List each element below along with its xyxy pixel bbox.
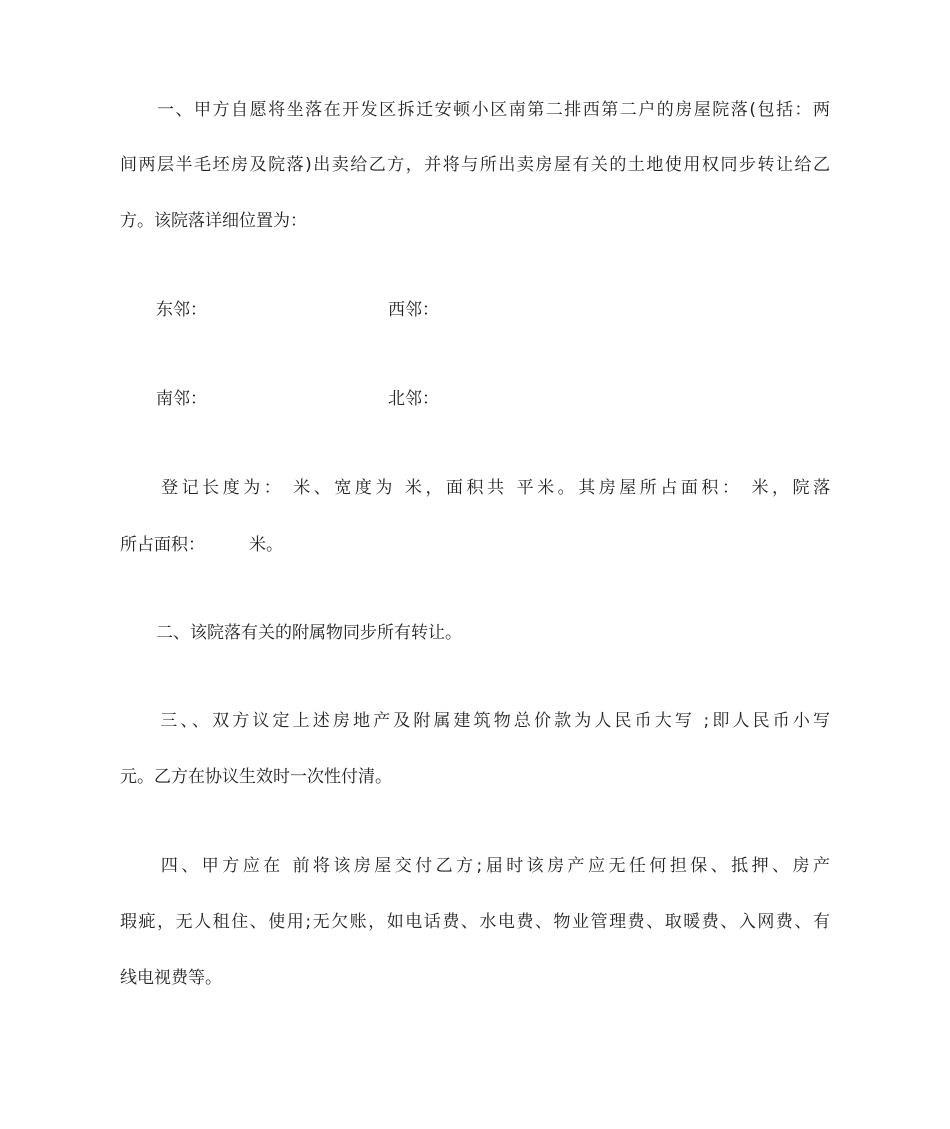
registration-line1 — [120, 476, 830, 500]
east-neighbor-label: 东邻： — [156, 300, 207, 320]
north-neighbor-label: 北邻： — [388, 389, 439, 409]
registration-yard-label: 米，院落 — [751, 478, 831, 498]
registration-house-area-label: 平米。其房屋所占面积： — [516, 478, 743, 498]
yard-area-unit: 米。 — [249, 535, 283, 555]
registration-line2 — [120, 533, 283, 557]
clause1-line3: 方。该院落详细位置为： — [120, 211, 307, 231]
west-neighbor-label: 西邻： — [388, 300, 439, 320]
clause1-line2: 间两层半毛坯房及院落)出卖给乙方，并将与所出卖房屋有关的土地使用权同步转让给乙 — [120, 155, 830, 175]
south-neighbor-label: 南邻： — [156, 389, 207, 409]
clause4-line3: 线电视费等。 — [120, 968, 222, 988]
clause4-delivery-text: 前将该房屋交付乙方;届时该房产应无任何担保、抵押、房产 — [292, 856, 830, 876]
clause4-date-label: 四、甲方应在 — [120, 856, 284, 876]
clause3-price-lowercase-label: ;即人民币小写 — [703, 711, 831, 731]
clause2: 二、该院落有关的附属物同步所有转让。 — [156, 623, 462, 643]
clause1-line1: 一、甲方自愿将坐落在开发区拆迁安顿小区南第二排西第二户的房屋院落(包括：两 — [120, 100, 830, 120]
registration-area-label: 米，面积共 — [404, 478, 508, 498]
clause3-line1 — [120, 709, 830, 733]
clause3-price-uppercase-label: 三、、双方议定上述房地产及附属建筑物总价款为人民币大写 — [120, 711, 696, 731]
clause4-line1 — [120, 854, 830, 878]
clause3-line2: 元。乙方在协议生效时一次性付清。 — [120, 767, 392, 787]
registration-length-label: 登记长度为： — [120, 478, 285, 498]
registration-width-label: 米、宽度为 — [293, 478, 396, 498]
yard-area-label: 所占面积： — [120, 535, 205, 555]
clause4-line2: 瑕疵，无人租住、使用;无欠账，如电话费、水电费、物业管理费、取暖费、入网费、有 — [120, 912, 830, 932]
